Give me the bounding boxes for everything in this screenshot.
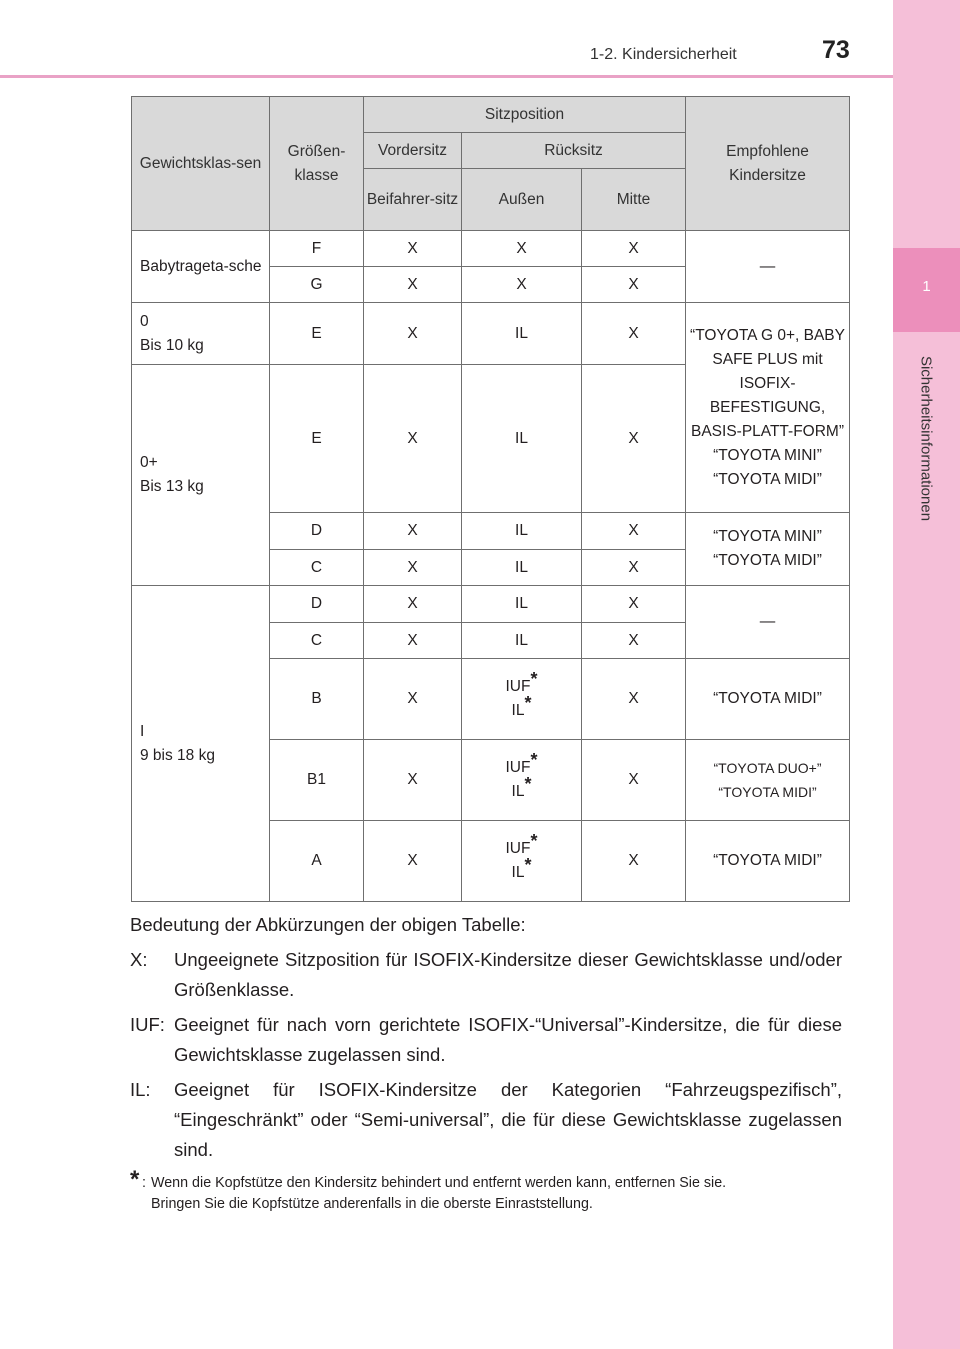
front-seat-cell: X [364,586,462,623]
recommended-seat-cell: “TOYOTA DUO+” “TOYOTA MIDI” [686,740,850,821]
group-carrycot: Babytrageta-sche [132,231,270,303]
chapter-tab[interactable] [893,248,960,332]
outer-value: IUF [505,759,531,776]
abbreviation-legend [130,910,842,1170]
footnote-mark: * [524,692,532,713]
size-class-cell: F [270,231,364,267]
footnote-mark: * [524,854,532,875]
recommended-seat-cell: — [686,586,850,659]
outer-seat-cell [462,821,582,902]
header-recommended: Empfohlene Kindersitze [686,97,850,231]
legend-abbreviation: X: [130,949,148,970]
outer-value-2: IL [511,783,525,800]
middle-seat-cell: X [582,365,686,513]
front-seat-cell: X [364,821,462,902]
middle-seat-cell: X [582,740,686,821]
size-class-cell: E [270,303,364,365]
middle-seat-cell: X [582,821,686,902]
header-front-seat: Vordersitz [364,133,462,169]
legend-item [130,1075,842,1165]
group-0: 0 Bis 10 kg [132,303,270,365]
recommended-seat-cell: “TOYOTA G 0+, BABY SAFE PLUS mit ISOFIX-BEFESTIGUNG, BASIS-PLATT-FORM” “TOYOTA MINI” “TOYOTA MIDI” [686,303,850,513]
legend-item [130,1010,842,1070]
isofix-table [131,96,850,902]
legend-abbreviation: IL: [130,1079,151,1100]
size-class-cell: B1 [270,740,364,821]
header-middle: Mitte [582,169,686,231]
footnote-mark: * [530,830,538,851]
middle-seat-cell: X [582,267,686,303]
group-I: I 9 bis 18 kg [132,586,270,902]
header-seat-position: Sitzposition [364,97,686,133]
front-seat-cell: X [364,365,462,513]
front-seat-cell: X [364,740,462,821]
size-class-cell: C [270,550,364,586]
header-outer: Außen [462,169,582,231]
legend-item [130,945,842,1005]
middle-seat-cell: X [582,231,686,267]
size-class-cell: E [270,365,364,513]
section-title: 1-2. Kindersicherheit [590,46,737,63]
front-seat-cell: X [364,231,462,267]
outer-seat-cell: IL [462,586,582,623]
front-seat-cell: X [364,623,462,659]
middle-seat-cell: X [582,659,686,740]
outer-seat-cell: IL [462,513,582,550]
footnote-mark: * [524,773,532,794]
size-class-cell: D [270,513,364,550]
outer-value-2: IL [511,702,525,719]
footnote [130,1166,842,1215]
footnote-text: Wenn die Kopfstütze den Kindersitz behindert und entfernt werden kann, entfernen Sie sie. Bringen Sie die Kopfstütze anderenfalls in die oberste Einraststellung. [151,1175,727,1212]
outer-seat-cell [462,659,582,740]
recommended-seat-cell: “TOYOTA MIDI” [686,821,850,902]
outer-value-2: IL [511,864,525,881]
recommended-seat-cell: “TOYOTA MIDI” [686,659,850,740]
recommended-seat-cell: — [686,231,850,303]
chapter-number: 1 [922,278,931,295]
legend-text: Geeignet für nach vorn gerichtete ISOFIX-“Universal”-Kindersitze, die für diese Gewichtsklasse zugelassen sind. [174,1014,842,1065]
front-seat-cell: X [364,513,462,550]
footnote-mark: * [530,749,538,770]
outer-seat-cell: X [462,267,582,303]
size-class-cell: A [270,821,364,902]
middle-seat-cell: X [582,513,686,550]
front-seat-cell: X [364,659,462,740]
group-0-plus: 0+ Bis 13 kg [132,365,270,586]
size-class-cell: G [270,267,364,303]
front-seat-cell: X [364,303,462,365]
footnote-colon: : [142,1175,146,1191]
chapter-side-band [893,0,960,1349]
header-size-class: Größen-klasse [270,97,364,231]
header-rear-seat: Rücksitz [462,133,686,169]
size-class-cell: D [270,586,364,623]
outer-seat-cell: IL [462,303,582,365]
header-passenger-seat: Beifahrer-sitz [364,169,462,231]
legend-abbreviation: IUF: [130,1014,165,1035]
middle-seat-cell: X [582,550,686,586]
front-seat-cell: X [364,267,462,303]
outer-seat-cell: IL [462,365,582,513]
outer-seat-cell: IL [462,623,582,659]
page-number: 73 [822,36,850,64]
header-rule [0,75,893,78]
recommended-seat-cell: “TOYOTA MINI” “TOYOTA MIDI” [686,513,850,586]
middle-seat-cell: X [582,623,686,659]
outer-seat-cell [462,740,582,821]
middle-seat-cell: X [582,586,686,623]
legend-text: Ungeeignete Sitzposition für ISOFIX-Kindersitze dieser Gewichtsklasse und/oder Größenklasse. [174,949,842,1000]
outer-seat-cell: X [462,231,582,267]
size-class-cell: B [270,659,364,740]
outer-seat-cell: IL [462,550,582,586]
legend-title: Bedeutung der Abkürzungen der obigen Tabelle: [130,914,526,935]
front-seat-cell: X [364,550,462,586]
middle-seat-cell: X [582,303,686,365]
size-class-cell: C [270,623,364,659]
header-weight-class: Gewichtsklas-sen [132,97,270,231]
footnote-asterisk: * [130,1166,140,1193]
outer-value: IUF [505,840,531,857]
chapter-title: Sicherheitsinformationen [917,355,935,522]
footnote-mark: * [530,668,538,689]
outer-value: IUF [505,678,531,695]
legend-text: Geeignet für ISOFIX-Kindersitze der Kategorien “Fahrzeugspezifisch”, “Eingeschränkt” oder “Semi-universal”, die für diese Gewichtsklasse zugelassen sind. [174,1079,842,1160]
